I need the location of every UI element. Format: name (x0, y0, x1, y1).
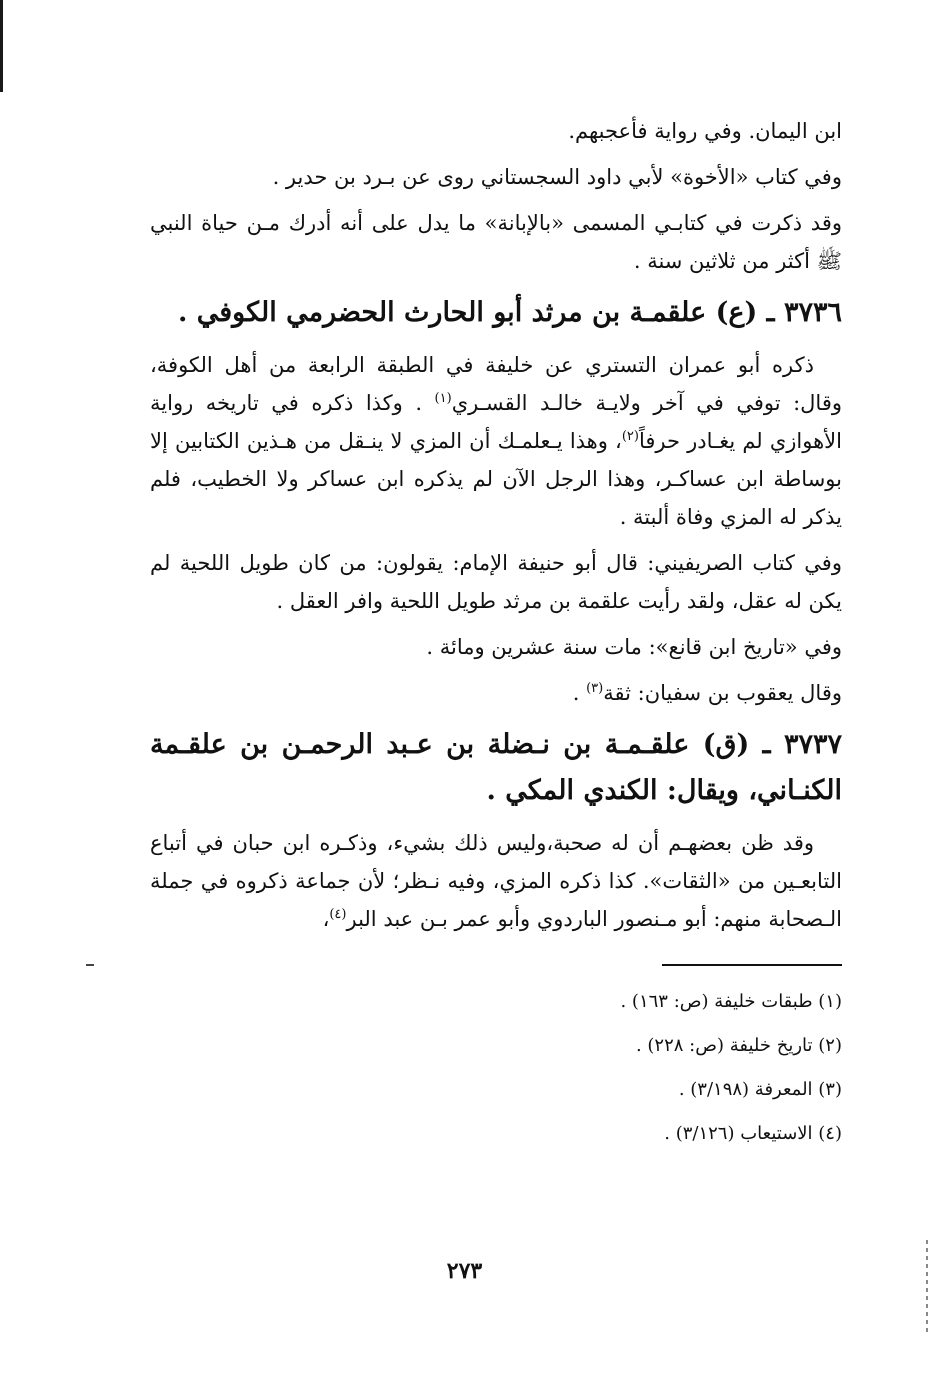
paragraph-8-part-b: ، (322, 907, 330, 931)
paragraph-7-part-b: . (572, 681, 587, 705)
paragraph-6: وفي «تاريخ ابن قانع»: مات سنة عشرين ومائة . (426, 635, 842, 659)
footnote-ref-3: (٣) (586, 681, 604, 696)
footnote-1: (١) طبقات خليفة (ص: ١٦٣) . (620, 991, 842, 1012)
footnote-4: (٤) الاستيعاب (٣/١٢٦) . (664, 1123, 842, 1144)
footnote-separator-wrap (150, 946, 842, 980)
scan-dot-left (86, 964, 94, 966)
paragraph-8-part-a: وقد ظن بعضهـم أن له صحبة،وليس ذلك بشيء، وذكـره ابن حبان في أتباع التابعـين من «الثقات». كذا ذكره المزي، وفيه نـظر؛ لأن جماعة ذكروه في جملة الـصحابة منهم: أبو مـنصور الباردوي وأبو عمر بـن عبد البر (150, 831, 842, 931)
entry-heading-3736: ٣٧٣٦ ـ (ع) علقمـة بن مرثد أبو الحارث الحضرمي الكوفي . (177, 297, 842, 328)
footnote-separator (662, 964, 842, 966)
paragraph-3: وقد ذكرت في كتابـي المسمى «بالإبانة» ما يدل على أنه أدرك مـن حياة النبي ﷺ أكثر من ثلاثين سنة . (150, 211, 842, 273)
book-page (150, 112, 842, 1156)
paragraph-7-part-a: وقال يعقوب بن سفيان: ثقة (603, 681, 842, 705)
footnotes-list (150, 980, 842, 1156)
scan-edge-left (0, 0, 3, 92)
scan-mark-right (926, 1240, 928, 1335)
page-number: ٢٧٣ (446, 1258, 483, 1284)
paragraph-1: ابن اليمان. وفي رواية فأعجبهم. (568, 119, 842, 143)
paragraph-7 (150, 674, 842, 712)
footnote-3: (٣) المعرفة (٣/١٩٨) . (678, 1079, 842, 1100)
footnote-2: (٢) تاريخ خليفة (ص: ٢٢٨) . (635, 1035, 842, 1056)
paragraph-4-part-a: ذكره أبو عمران التستري عن خليفة في الطبقة الرابعة من أهل الكوفة، وقال: توفي في آخر ولايـة خالـد القسـري (150, 353, 842, 415)
paragraph-8 (150, 824, 842, 938)
paragraph-4 (150, 346, 842, 536)
entry-heading-3737: ٣٧٣٧ ـ (ق) علقـمـة بن نـضلة بن عـبد الرحمـن بن علقـمة الكنـاني، ويقال: الكندي المكي . (150, 729, 842, 806)
footnote-ref-1: (١) (434, 391, 452, 406)
paragraph-4-part-b: . وكذا ذكره في تاريخه رواية الأهوازي لم يغـادر حرفاً (150, 391, 842, 453)
footnote-ref-4: (٤) (329, 907, 347, 922)
paragraph-2: وفي كتاب «الأخوة» لأبي داود السجستاني روى عن بـرد بن حدير . (272, 165, 842, 189)
footnote-ref-2: (٢) (621, 429, 639, 444)
paragraph-4-part-c: ، وهذا يـعلمـك أن المزي لا ينـقل من هـذين الكتابين إلا بوساطة ابن عساكـر، وهذا الرجل الآن لم يذكره ابن عساكر ولا الخطيب، فلم يذكر له المزي وفاة ألبتة . (150, 429, 842, 529)
paragraph-5: وفي كتاب الصريفيني: قال أبو حنيفة الإمام: يقولون: من كان طويل اللحية لم يكن له عقل، ولقد رأيت علقمة بن مرثد طويل اللحية وافر العقل . (150, 551, 842, 613)
